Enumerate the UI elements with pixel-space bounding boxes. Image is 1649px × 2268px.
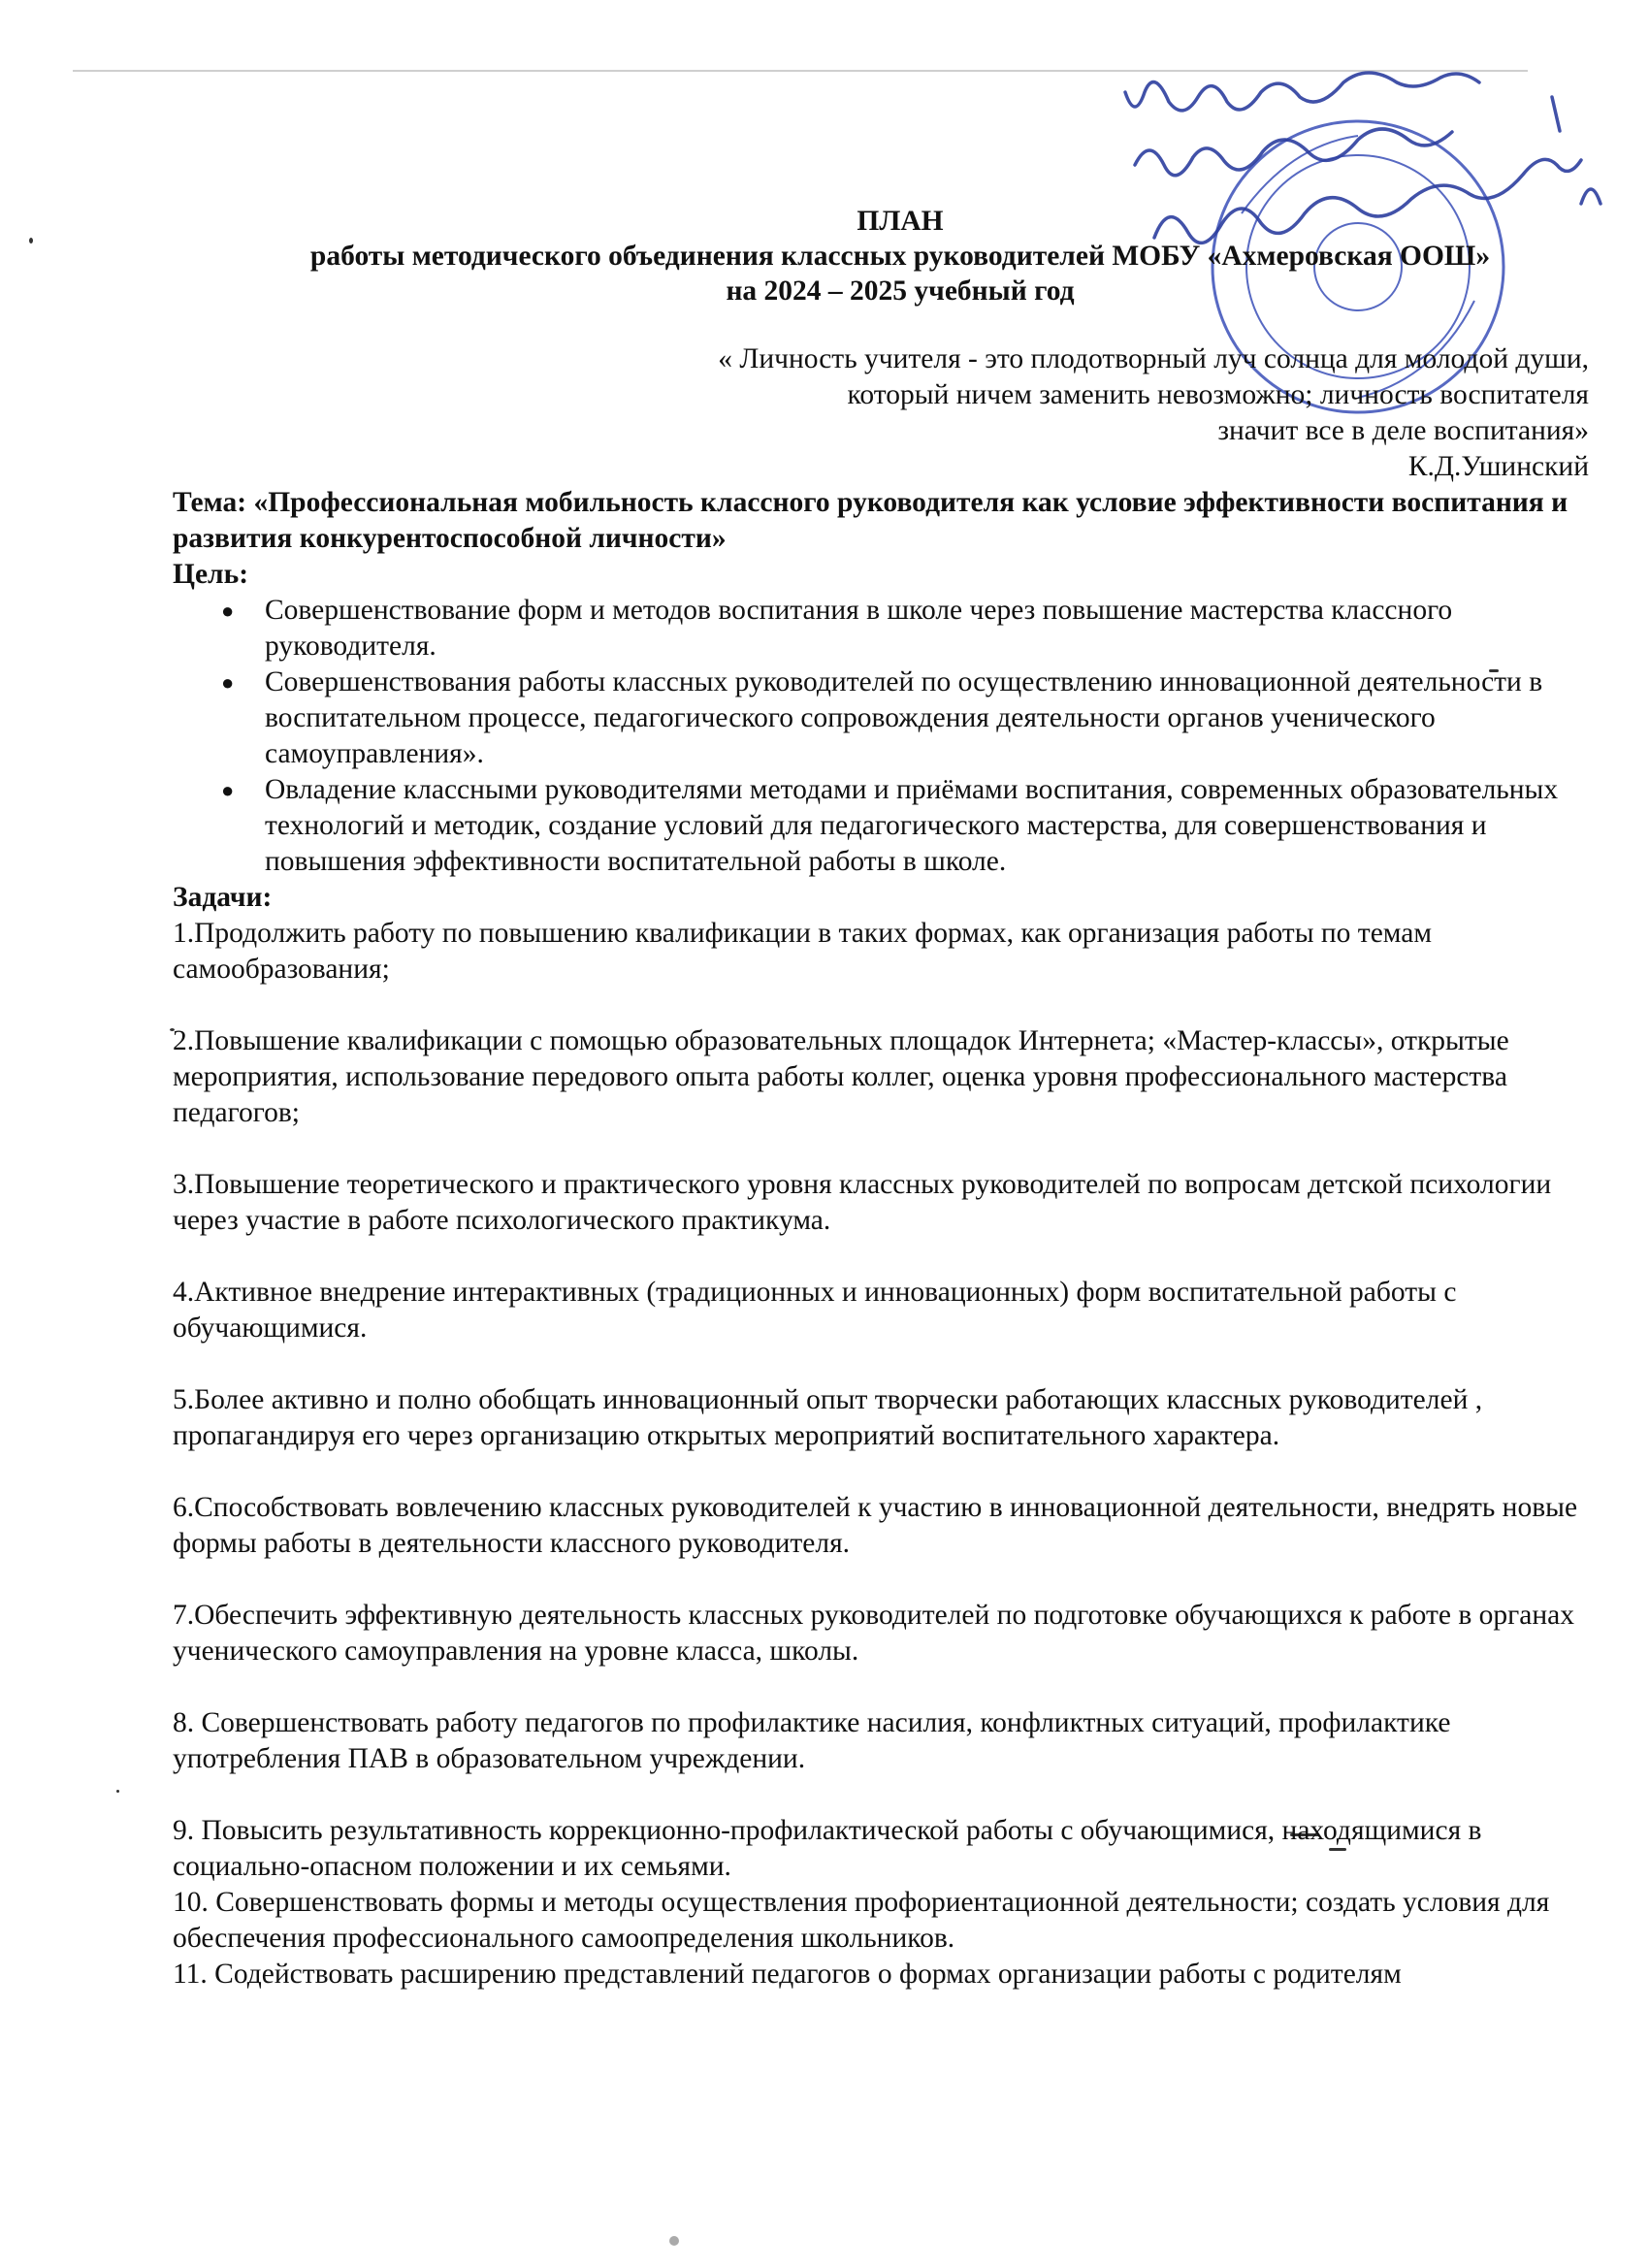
task-item: 5.Более активно и полно обобщать инновационный опыт творчески работающих классных руководителей , пропагандируя его через организацию открытых мероприятий воспитательного характера. — [173, 1384, 1483, 1451]
task-list — [173, 916, 1589, 1993]
academic-year: на 2024 – 2025 учебный год — [726, 275, 1075, 307]
task-item: 11. Содействовать расширению представлений педагогов о формах организации работы с родителям — [173, 1959, 1402, 1990]
tasks-label: Задачи: — [173, 882, 273, 913]
task-item: 4.Активное внедрение интерактивных (традиционных и инновационных) форм воспитательной работы с обучающимися. — [173, 1277, 1457, 1344]
goal-list — [173, 593, 1589, 880]
task-item: 2.Повышение квалификации с помощью образовательных площадок Интернета; «Мастер-классы», открытые мероприятия, использование передового опыта работы коллег, оценка уровня профессионального мастерства педагогов; — [173, 1025, 1509, 1128]
task-item: 7.Обеспечить эффективную деятельность классных руководителей по подготовке обучающихся к работе в органах ученического самоуправления на уровне класса, школы. — [173, 1600, 1574, 1667]
goal-item-text: Овладение классными руководителями методами и приёмами воспитания, современных образовательных технологий и методик, создание условий для педагогического мастерства, для совершенствования и повышения эффективности воспитательной работы в школе. — [265, 774, 1559, 877]
document-subtitle: работы методического объединения классных руководителей МОБУ «Ахмеровская ООШ» — [309, 241, 1491, 272]
bullet-icon: ● — [221, 670, 235, 695]
task-item: 9. Повысить результативность коррекционно-профилактической работы с обучающимися, находящимися в социально-опасном положении и их семьями. — [173, 1815, 1482, 1882]
epigraph — [173, 341, 1589, 485]
goal-item — [173, 772, 1589, 880]
document-title-block — [211, 204, 1589, 308]
goal-item-text: Совершенствование форм и методов воспитания в школе через повышение мастерства классного руководителя. — [265, 595, 1453, 662]
epigraph-line: « Личность учителя - это плодотворный луч солнца для молодой души, — [718, 343, 1589, 374]
epigraph-line: который ничем заменить невозможно; личность воспитателя — [847, 379, 1589, 410]
bullet-icon: ● — [221, 778, 235, 802]
task-item: 3.Повышение теоретического и практического уровня классных руководителей по вопросам детской психологии через участие в работе психологического практикума. — [173, 1169, 1552, 1236]
task-item: 1.Продолжить работу по повышению квалификации в таких формах, как организация работы по темам самообразования; — [173, 918, 1433, 985]
task-item: 8. Совершенствовать работу педагогов по профилактике насилия, конфликтных ситуаций, профилактике употребления ПАВ в образовательном учреждении. — [173, 1707, 1451, 1774]
goal-item-text: Совершенствования работы классных руководителей по осуществлению инновационной деятельности в воспитательном процессе, педагогического сопровождения деятельности органов ученического самоуправления». — [265, 666, 1543, 769]
task-item: 6.Способствовать вовлечению классных руководителей к участию в инновационной деятельности, внедрять новые формы работы в деятельности классного руководителя. — [173, 1492, 1578, 1559]
task-item: 10. Совершенствовать формы и методы осуществления профориентационной деятельности; создать условия для обеспечения профессионального самоопределения школьников. — [173, 1887, 1550, 1954]
epigraph-line: значит все в деле воспитания» — [1217, 415, 1589, 446]
goal-label: Цель: — [173, 559, 249, 590]
goal-item — [173, 593, 1589, 664]
epigraph-author: К.Д.Ушинский — [1407, 451, 1589, 482]
topic-heading: Тема: «Профессиональная мобильность классного руководителя как условие эффективности воспитания и развития конкурентоспособной личности» — [173, 487, 1568, 554]
bullet-icon: ● — [221, 599, 235, 623]
document-title: ПЛАН — [857, 206, 944, 237]
goal-item — [173, 664, 1589, 772]
document-body — [173, 204, 1589, 1993]
